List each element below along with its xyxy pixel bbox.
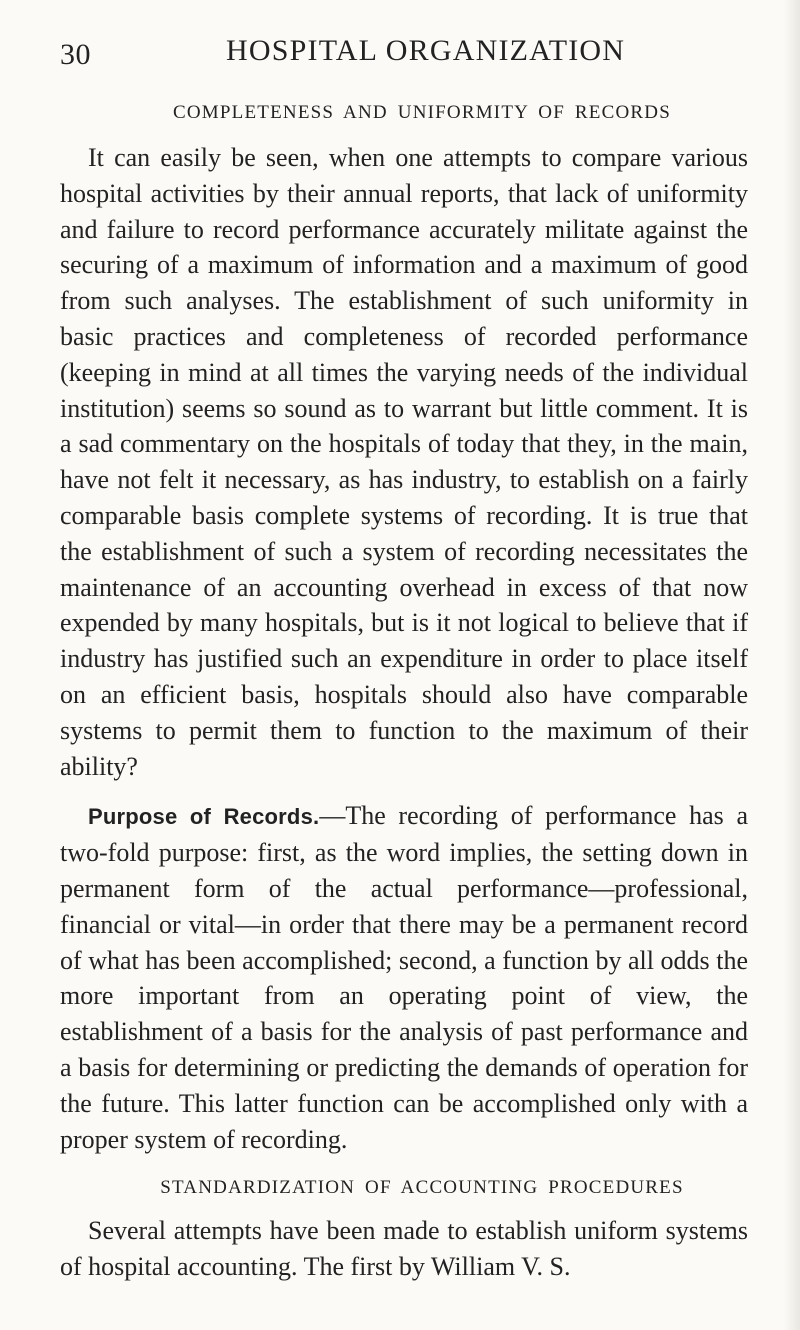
paragraph-standardization: Several attempts have been made to establish uniform systems of hospital accounting. The first by William V. S. [60,1216,748,1282]
book-page [60,34,760,1285]
run-in-heading-purpose: Purpose of Records. [88,804,320,830]
running-head [60,34,760,82]
page-number: 30 [60,38,91,71]
paragraph-spacer [60,784,760,798]
section-heading-standardization: STANDARDIZATION OF ACCOUNTING PROCEDURES [160,1177,684,1199]
page-edge-shadow [784,0,800,1330]
paragraph-completeness: It can easily be seen, when one attempts to compare various hospital activities by their annual reports, that lack of uniformity and failure to record performance accurately militate against the securing of a maximum of information and a maximum of good from such analyses. The establishment of such uniformity in basic practices and completeness of recorded performance (keeping in mind at all times the varying needs of the individual institution) seems so sound as to warrant but little comment. It is a sad commentary on the hospitals of today that they, in the main, have not felt it necessary, as has industry, to establish on a fairly comparable basis complete systems of recording. It is true that the establishment of such a system of recording necessitates the maintenance of an accounting overhead in excess of that now expended by many hospitals, but is it not logical to believe that if industry has justified such an expenditure in order to place itself on an efficient basis, hospitals should also have comparable systems to permit them to function to the maximum of their ability? [60,143,748,781]
paragraph-purpose [60,798,760,1157]
section-heading-completeness: COMPLETENESS AND UNIFORMITY OF RECORDS [173,102,671,123]
paragraph-purpose-text: —The recording of performance has a two-fold purpose: first, as the word implies, the setting down in permanent form of the actual performance—professional, financial or vital—in order that there may be a permanent record of what has been accomplished; second, a function by all odds the more important from an operating point of view, the establishment of a basis for the analysis of past performance and a basis for determining or predicting the demands of operation for the future. This latter function can be accomplished only with a proper system of recording. [60,801,748,1154]
running-title: HOSPITAL ORGANIZATION [226,34,626,67]
